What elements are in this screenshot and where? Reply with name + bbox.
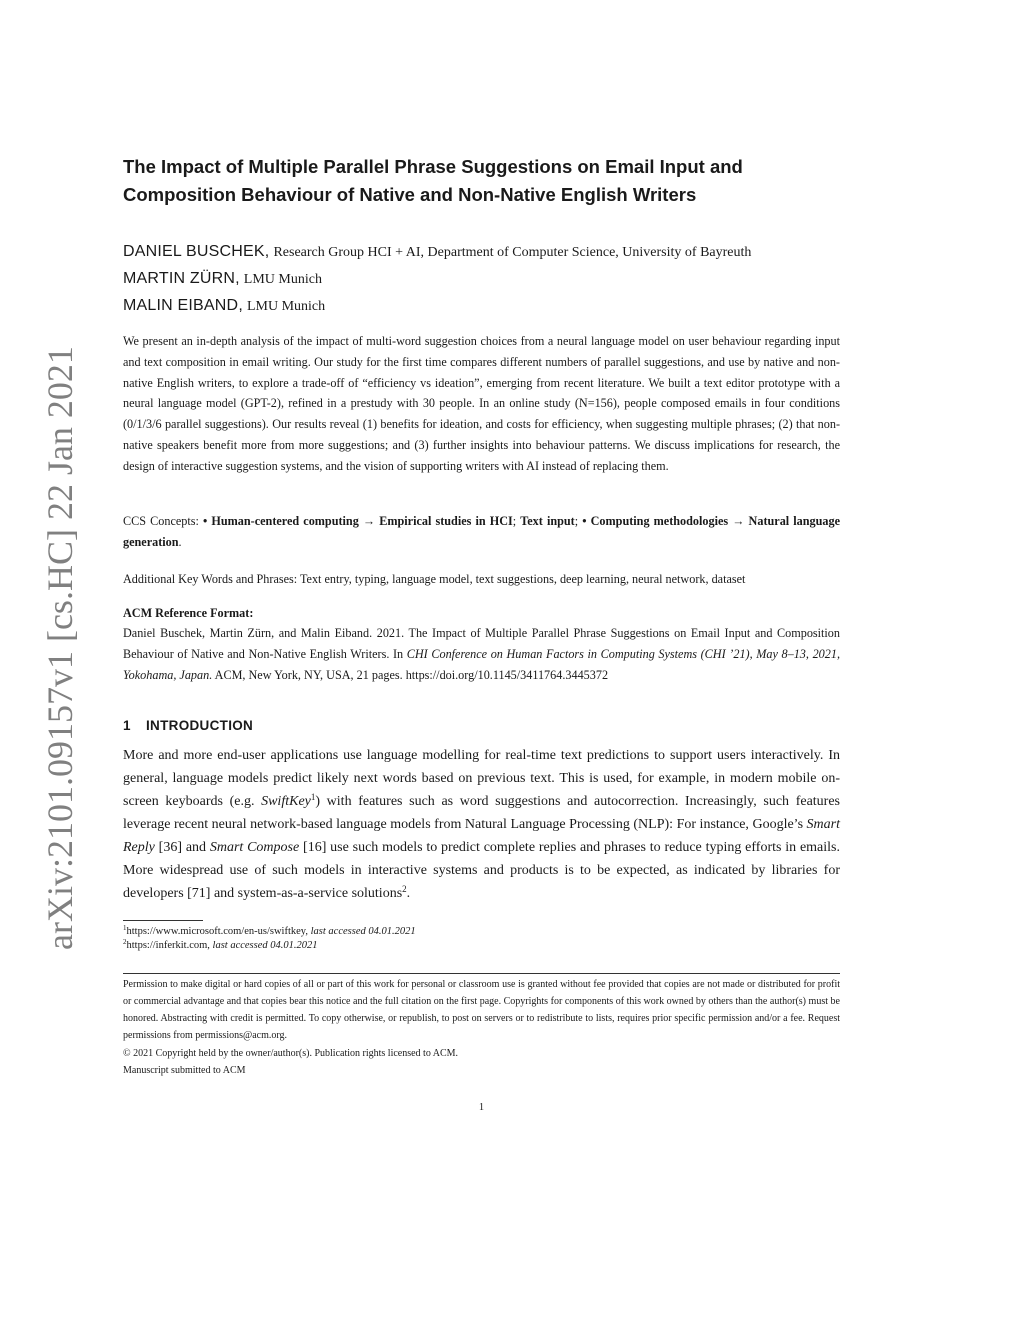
ccs-arrow: → — [732, 514, 745, 528]
author-name: DANIEL BUSCHEK, — [123, 243, 270, 260]
introduction-paragraph — [123, 744, 840, 905]
manuscript-notice: Manuscript submitted to ACM — [123, 1065, 246, 1076]
ccs-label: CCS Concepts: — [123, 514, 203, 528]
ccs-concepts — [123, 511, 840, 553]
permission-divider — [123, 973, 840, 974]
author-affiliation: LMU Munich — [246, 299, 326, 314]
ccs-subterm: Empirical studies in HCI — [379, 514, 513, 528]
ccs-arrow: → — [362, 514, 376, 528]
footnote-number: 2 — [123, 938, 127, 946]
intro-text: More and more end-user applications use language modelling for real-time text predictions to support users interactively. In general, language models predict likely next words based on previous text. This is used, for example, in modern mobile on-screen keyboards (e.g. — [123, 748, 840, 809]
swiftkey-term: SwiftKey — [261, 794, 311, 809]
acm-reference-text — [123, 623, 840, 686]
author-affiliation: LMU Munich — [243, 272, 322, 287]
page-number: 1 — [478, 1102, 485, 1113]
ccs-bullet: • — [582, 514, 587, 528]
footnote-marker-2: 2 — [402, 884, 407, 894]
smart-compose-term: Smart Compose — [209, 840, 300, 855]
additional-keywords: Additional Key Words and Phrases: Text entry, typing, language model, text suggestions, deep learning, neural network, dataset — [123, 572, 746, 586]
acm-reference-publisher-doi: ACM, New York, NY, USA, 21 pages. https://doi.org/10.1145/3411764.3445372 — [212, 668, 609, 682]
paper-title-line-1: The Impact of Multiple Parallel Phrase Suggestions on Email Input and — [123, 156, 743, 177]
footnote-url: https://www.microsoft.com/en-us/swiftkey, — [126, 926, 311, 937]
footnote-note: last accessed 04.01.2021 — [212, 940, 318, 951]
ccs-separator: ; — [512, 514, 521, 528]
author-affiliation: Research Group HCI + AI, Department of Computer Science, University of Bayreuth — [273, 245, 752, 260]
intro-text: [36] and — [154, 840, 210, 855]
acm-reference-authors-title: Daniel Buschek, Martin Zürn, and Malin Eiband. 2021. The Impact of Multiple Parallel Phrase Suggestions on Email Input and Composition Behaviour of Native and Non-Native English Writers. In — [123, 626, 840, 661]
arxiv-identifier-stamp: arXiv:2101.09157v1 [cs.HC] 22 Jan 2021 — [40, 346, 80, 950]
intro-text: . — [406, 886, 411, 901]
acm-reference-heading: ACM Reference Format: — [123, 606, 254, 620]
ccs-end: . — [178, 535, 182, 549]
footnote-1 — [123, 925, 840, 939]
abstract: We present an in-depth analysis of the impact of multi-word suggestion choices from a neural language model on user behaviour regarding input and text composition in email writing. Our study for the first time compares different numbers of parallel suggestions, and use by native and non-native English writers, to explore a trade-off of “efficiency vs ideation”, emerging from recent literature. We built a text editor prototype with a neural language model (GPT-2), refined in a prestudy with 30 people. In an online study (N=156), people composed emails in four conditions (0/1/3/6 parallel suggestions). Our results reveal (1) benefits for ideation, and costs for efficiency, when suggesting multiple phrases; (2) that non-native speakers benefit more from more suggestions; and (3) further insights into behaviour patterns. We discuss implications for research, the design of interactive suggestion systems, and the vision of supporting writers with AI instead of replacing them. — [123, 334, 840, 473]
copyright-notice: © 2021 Copyright held by the owner/author(s). Publication rights licensed to ACM. — [123, 1048, 459, 1059]
section-heading-introduction — [123, 716, 840, 736]
ccs-term: Computing methodologies — [590, 514, 729, 528]
author-name: MALIN EIBAND, — [123, 297, 243, 314]
ccs-term: Human-centered computing — [211, 514, 359, 528]
author-entry — [123, 241, 840, 268]
ccs-bullet: • — [203, 514, 208, 528]
footnote-note: last accessed 04.01.2021 — [310, 926, 416, 937]
footnote-marker-1: 1 — [310, 792, 316, 802]
author-list — [123, 241, 840, 322]
permission-notice: Permission to make digital or hard copies of all or part of this work for personal or classroom use is granted without fee provided that copies are not made or distributed for profit or commercial advantage and that copies bear this notice and the full citation on the first page. Copyrights for components of this work owned by others than the author(s) must be honored. Abstracting with credit is permitted. To copy otherwise, or republish, to post on servers or to redistribute to lists, requires prior specific permission and/or a fee. Request permissions from permissions@acm.org. — [123, 979, 840, 1041]
ccs-separator: ; — [574, 514, 583, 528]
footnote-2 — [123, 939, 840, 953]
author-entry — [123, 295, 840, 322]
ccs-subterm: Natural language generation — [123, 514, 841, 549]
footnotes — [123, 925, 840, 953]
footnote-divider — [123, 920, 203, 921]
ccs-term: Text input — [520, 514, 575, 528]
section-title: INTRODUCTION — [146, 718, 254, 733]
author-entry — [123, 268, 840, 295]
intro-text: ) with features such as word suggestions and autocorrection. Increasingly, such features leverage recent neural network-based language models from Natural Language Processing (NLP): For instance, Google’s — [123, 794, 840, 832]
acm-reference-format — [123, 603, 840, 686]
footnote-number: 1 — [123, 924, 127, 932]
intro-text: [16] use such models to predict complete replies and phrases to reduce typing efforts in emails. More widespread use of such models in interactive systems and products is to be expected, as indicated by libraries for developers [71] and system-as-a-service solutions — [123, 840, 841, 901]
section-number: 1 — [123, 718, 131, 733]
acm-reference-venue: CHI Conference on Human Factors in Computing Systems (CHI ’21), May 8–13, 2021, Yokohama, Japan. — [123, 647, 840, 682]
paper-title — [123, 153, 840, 209]
smart-reply-term: Smart Reply — [123, 817, 840, 855]
paper-title-line-2: Composition Behaviour of Native and Non-Native English Writers — [123, 184, 697, 205]
author-name: MARTIN ZÜRN, — [123, 270, 240, 287]
footnote-url: https://inferkit.com, — [126, 940, 213, 951]
